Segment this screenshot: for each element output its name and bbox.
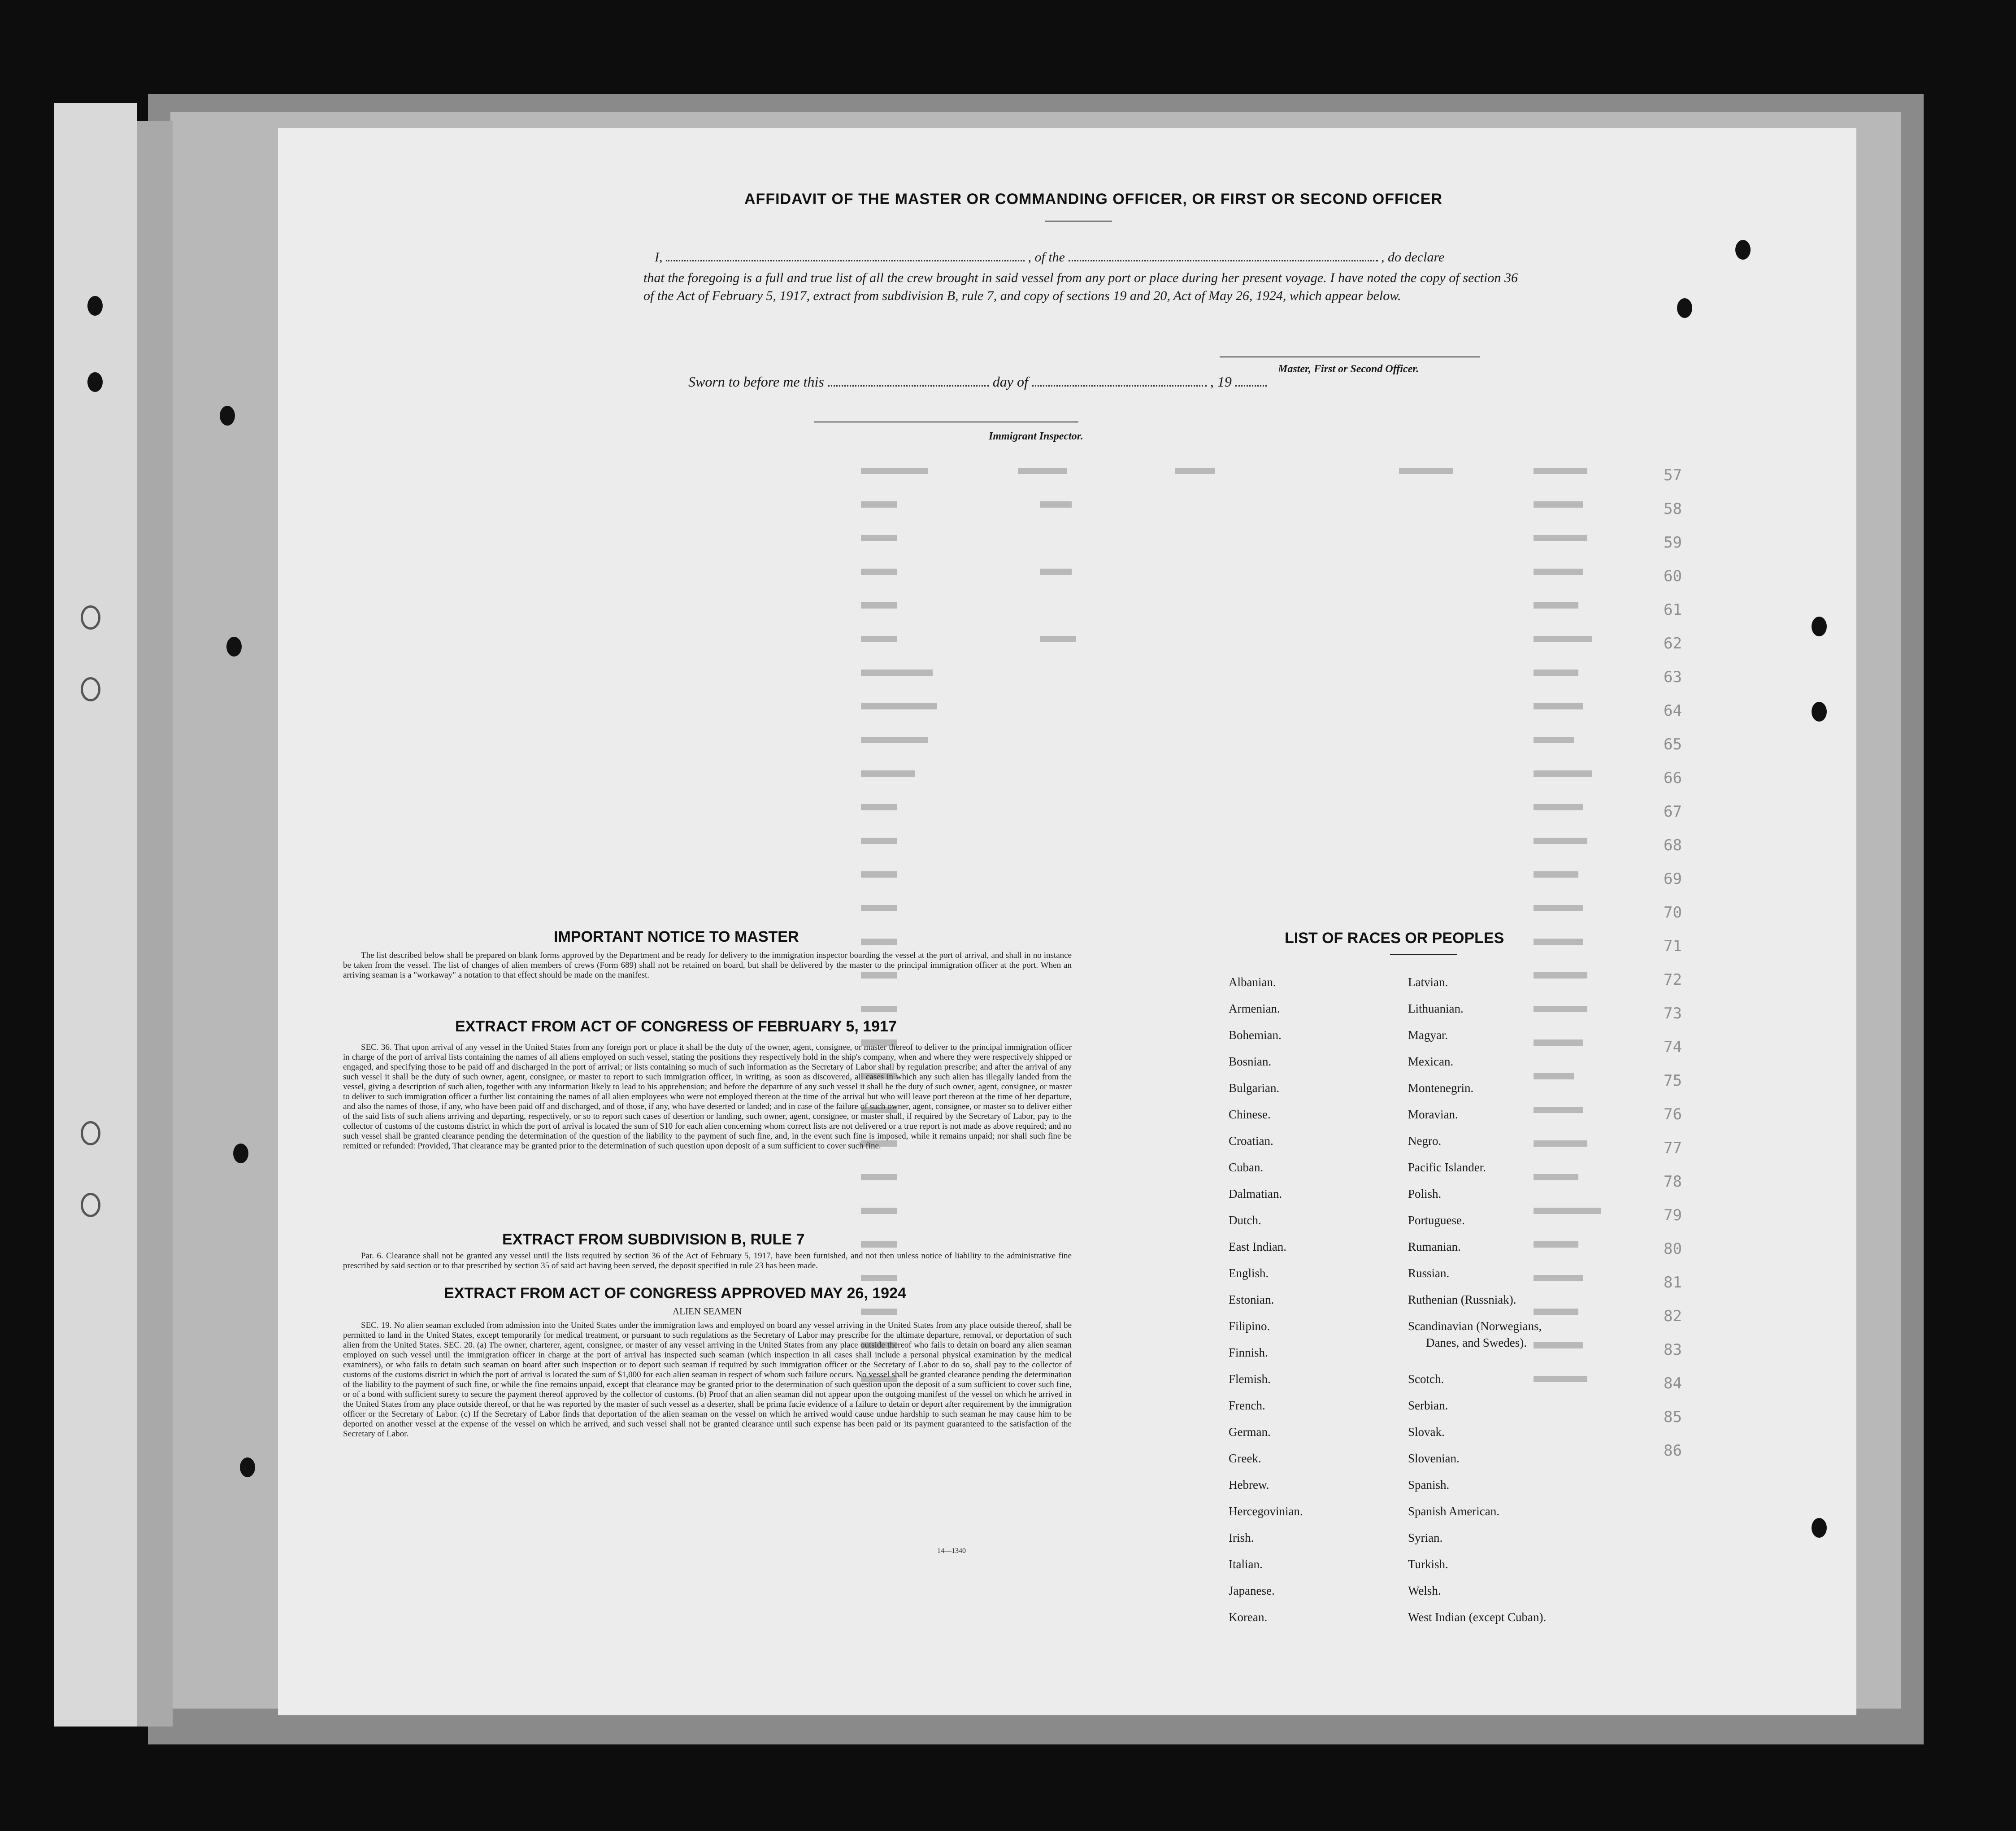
ghost-row-number: 75 xyxy=(1664,1072,1682,1090)
race-item: Bulgarian. xyxy=(1229,1081,1280,1095)
race-item: Estonian. xyxy=(1229,1293,1274,1306)
race-item: Spanish. xyxy=(1408,1478,1450,1492)
race-item: Cuban. xyxy=(1229,1161,1264,1174)
ghost-row-number: 67 xyxy=(1664,803,1682,821)
extract-1917-body: SEC. 36. That upon arrival of any vessel in the United States from any foreign port or place it shall be the duty of the owner, agent, consignee, or master thereof to deliver to the principal immigration officer in charge of the port of arrival lists containing the names of all aliens employed on such vessel, stating the positions they respectively hold in the ship's company, when and where they were respectively shipped or engaged, and specifying those to be paid off and discharged in the port of arrival; or lists containing so much of such information as the Secretary of Labor shall by regulation prescribe; and after the arrival of any such vessel it shall be the duty of such owner, agent, consignee, or master to report to such immigration officer, in writing, as soon as discovered, all cases in which any such alien has illegally landed from the vessel, giving a description of such alien, together with any information likely to lead to his apprehension; and before the departure of any such vessel it shall be the duty of such owner, agent, consignee, or master to deliver to such immigration officer a further list containing the names of all alien employees who were not employed thereon at the time of the arrival but who will leave port thereon at the time of her departure, and also the names of those, if any, who have been paid off and discharged, and of those, if any, who have deserted or landed; and in case of the failure of such owner, agent, consignee, or master so to deliver either of the said lists of such aliens arriving and departing, respectively, or so to report such cases of desertion or landing, such owner, agent, consignee, or master shall, if required by the Secretary of Labor, pay to the collector of customs of the customs district in which the port of arrival is located the sum of $10 for each alien concerning whom correct lists are not delivered or a true report is not made as above required; and no such vessel shall be granted clearance pending the determination of the question of the liability to the payment of such fine, and, in the event such fine is imposed, while it remains unpaid; nor shall such fine be remitted or refunded: Provided, That clearance may be granted prior to the determination of such question upon deposit of a sum sufficient to cover such fine. xyxy=(343,1043,1072,1151)
race-item: Hebrew. xyxy=(1229,1478,1269,1492)
race-item: Chinese. xyxy=(1229,1108,1271,1121)
binder-strip-shadow xyxy=(137,121,173,1727)
race-item: Bosnian. xyxy=(1229,1055,1272,1068)
race-item: Korean. xyxy=(1229,1610,1268,1624)
ghost-row-number: 69 xyxy=(1664,870,1682,888)
ghost-row-number: 57 xyxy=(1664,466,1682,484)
binder-hole xyxy=(81,1121,100,1145)
ghost-row-number: 58 xyxy=(1664,500,1682,518)
race-item: German. xyxy=(1229,1425,1271,1439)
binder-hole xyxy=(81,1193,100,1217)
ghost-row-number: 74 xyxy=(1664,1038,1682,1056)
ghost-row-number: 60 xyxy=(1664,567,1682,585)
race-item: Hercegovinian. xyxy=(1229,1505,1303,1518)
race-item: Montenegrin. xyxy=(1408,1081,1474,1095)
race-item: Pacific Islander. xyxy=(1408,1161,1486,1174)
race-item: Italian. xyxy=(1229,1557,1263,1571)
race-item: Finnish. xyxy=(1229,1346,1268,1359)
race-item: Welsh. xyxy=(1408,1584,1441,1597)
race-item: Serbian. xyxy=(1408,1399,1448,1412)
ghost-row-number: 64 xyxy=(1664,702,1682,720)
punch-hole xyxy=(87,372,103,392)
form-number: 14—1340 xyxy=(937,1547,966,1555)
race-item: Moravian. xyxy=(1408,1108,1458,1121)
extract-1924-body: SEC. 19. No alien seaman excluded from admission into the United States under the immigration laws and employed on board any vessel arriving in the United States from any place outside thereof, shall be permitted to land in the United States, except temporarily for medical treatment, or pursuant to such regulations as the Secretary of Labor may prescribe for the ultimate departure, removal, or deportation of such alien from the United States. SEC. 20. (a) The owner, charterer, agent, consignee, or master of any vessel arriving in the United States from any place outside thereof who fails to detain on board any alien seaman employed on such vessel until the immigration officer in charge at the port of arrival has inspected such seaman (which inspection in all cases shall include a personal physical examination by the medical examiners), or who fails to detain such seaman on board after such inspection or to deport such seaman if required by such immigration officer or the Secretary of Labor to do so, shall pay to the collector of customs of the customs district in which the port of arrival is located the sum of $1,000 for each alien seaman in respect of whom such failure occurs. No vessel shall be granted clearance pending the determination of the liability to the payment of such fine, or while the fine remains unpaid, except that clearance may be granted prior to the determination of such question upon the deposit of a sum sufficient to cover such fine, or of a bond with sufficient surety to secure the payment thereof approved by the collector of customs. (b) Proof that an alien seaman did not appear upon the outgoing manifest of the vessel on which he arrived in the United States from any place outside thereof, or that he was reported by the master of such vessel as a deserter, shall be prima facie evidence of a failure to detain or deport after requirement by the immigration officer or the Secretary of Labor. (c) If the Secretary of Labor finds that deportation of the alien seaman on the vessel on which he arrived would cause undue hardship to such seaman he may cause him to be deported on another vessel at the expense of the vessel on which he arrived, and such vessel shall not be granted clearance until such expense has been paid or its payment guaranteed to the satisfaction of the Secretary of Labor. xyxy=(343,1321,1072,1439)
officer-name-field xyxy=(666,260,1025,261)
race-item: Armenian. xyxy=(1229,1002,1280,1015)
ghost-row-number: 81 xyxy=(1664,1274,1682,1292)
punch-hole xyxy=(1812,617,1827,636)
race-item: Magyar. xyxy=(1408,1028,1448,1042)
extract-1924-title: EXTRACT FROM ACT OF CONGRESS APPROVED MAY 26, 1924 xyxy=(444,1285,906,1302)
race-item: English. xyxy=(1229,1266,1269,1280)
race-item: Spanish American. xyxy=(1408,1505,1499,1518)
race-item: Lithuanian. xyxy=(1408,1002,1464,1015)
punch-hole xyxy=(1812,1518,1827,1538)
sworn-line xyxy=(688,374,1267,390)
ghost-row-number: 71 xyxy=(1664,937,1682,955)
ghost-row-number: 85 xyxy=(1664,1408,1682,1426)
race-item: East Indian. xyxy=(1229,1240,1286,1253)
declaration-start: I, xyxy=(655,250,663,265)
race-item: Russian. xyxy=(1408,1266,1450,1280)
binder-hole xyxy=(81,677,100,701)
affidavit-title: AFFIDAVIT OF THE MASTER OR COMMANDING OFFICER, OR FIRST OR SECOND OFFICER xyxy=(744,191,1442,208)
race-item: Slovak. xyxy=(1408,1425,1445,1439)
declaration-mid: , of the xyxy=(1028,250,1065,265)
race-item: Portuguese. xyxy=(1408,1213,1465,1227)
ghost-row-number: 72 xyxy=(1664,971,1682,989)
races-underline xyxy=(1390,954,1457,955)
ghost-row-number: 79 xyxy=(1664,1206,1682,1224)
race-item: Dutch. xyxy=(1229,1213,1261,1227)
race-item: Slovenian. xyxy=(1408,1452,1460,1465)
race-item: Danes, and Swedes). xyxy=(1426,1336,1527,1349)
race-item: Turkish. xyxy=(1408,1557,1448,1571)
punch-hole xyxy=(240,1457,255,1477)
race-item: Dalmatian. xyxy=(1229,1187,1282,1200)
declaration-line xyxy=(655,250,1794,265)
race-item: Latvian. xyxy=(1408,975,1448,989)
race-item: French. xyxy=(1229,1399,1265,1412)
vessel-name-field xyxy=(1069,260,1378,261)
extract-1917-title: EXTRACT FROM ACT OF CONGRESS OF FEBRUARY 5, 1917 xyxy=(455,1018,897,1035)
race-item: Negro. xyxy=(1408,1134,1442,1148)
race-item: Rumanian. xyxy=(1408,1240,1461,1253)
ghost-row-number: 80 xyxy=(1664,1240,1682,1258)
ghost-row-number: 77 xyxy=(1664,1139,1682,1157)
manifest-page xyxy=(278,128,1856,1715)
race-item: Filipino. xyxy=(1229,1319,1270,1333)
sworn-text-3: , 19 xyxy=(1210,374,1232,390)
ghost-row-number: 86 xyxy=(1664,1442,1682,1460)
punch-hole xyxy=(226,637,242,657)
ghost-row-number: 68 xyxy=(1664,836,1682,854)
sworn-text-2: day of xyxy=(992,374,1028,390)
ghost-row-number: 62 xyxy=(1664,635,1682,652)
race-item: Irish. xyxy=(1229,1531,1254,1544)
sworn-day-field xyxy=(828,385,989,387)
sworn-year-field xyxy=(1235,385,1267,387)
punch-hole xyxy=(1812,702,1827,722)
declaration-body: that the foregoing is a full and true list of all the crew brought in said vessel from any port or place during her present voyage. I have noted the copy of section 36 of the Act of February 5, 1917, extract from subdivision B, rule 7, and copy of sections 19 and 20, Act of May 26, 1924, which appear below. xyxy=(643,270,1518,303)
race-item: Syrian. xyxy=(1408,1531,1443,1544)
title-underline xyxy=(1045,221,1112,222)
binder-hole xyxy=(81,605,100,630)
race-item: Japanese. xyxy=(1229,1584,1275,1597)
races-title: LIST OF RACES OR PEOPLES xyxy=(1285,930,1504,947)
race-item: Polish. xyxy=(1408,1187,1442,1200)
extract-rule7-title: EXTRACT FROM SUBDIVISION B, RULE 7 xyxy=(502,1231,805,1248)
race-item: Albanian. xyxy=(1229,975,1276,989)
punch-hole xyxy=(87,296,103,316)
notice-body: The list described below shall be prepared on blank forms approved by the Department and be ready for delivery to the immigration inspector boarding the vessel at the port of arrival, and shall in no instance be taken from the vessel. The list of changes of alien members of crews (Form 689) shall not be retained on board, but shall be delivered by the master to the principal immigration officer at the port. When an arriving seaman is a "workaway" a notation to that effect should be made on the manifest. xyxy=(343,951,1072,980)
race-item: Bohemian. xyxy=(1229,1028,1282,1042)
punch-hole xyxy=(233,1144,248,1163)
signature-label: Master, First or Second Officer. xyxy=(1278,363,1419,375)
ghost-row-number: 63 xyxy=(1664,668,1682,686)
race-item: West Indian (except Cuban). xyxy=(1408,1610,1547,1624)
inspector-label: Immigrant Inspector. xyxy=(989,431,1083,442)
punch-hole xyxy=(220,406,235,426)
ghost-row-number: 65 xyxy=(1664,735,1682,753)
ghost-row-number: 84 xyxy=(1664,1374,1682,1392)
race-item: Greek. xyxy=(1229,1452,1261,1465)
ghost-row-number: 76 xyxy=(1664,1105,1682,1123)
race-item: Scandinavian (Norwegians, xyxy=(1408,1319,1542,1333)
ghost-row-number: 83 xyxy=(1664,1341,1682,1359)
ghost-row-number: 78 xyxy=(1664,1173,1682,1191)
notice-title: IMPORTANT NOTICE TO MASTER xyxy=(554,928,799,945)
declaration-end: , do declare xyxy=(1381,250,1445,265)
race-item: Croatian. xyxy=(1229,1134,1273,1148)
ghost-row-number: 70 xyxy=(1664,904,1682,922)
sworn-month-field xyxy=(1032,385,1207,387)
ghost-row-number: 61 xyxy=(1664,601,1682,619)
race-item: Ruthenian (Russniak). xyxy=(1408,1293,1516,1306)
alien-seamen-subtitle: ALIEN SEAMEN xyxy=(673,1306,742,1317)
sworn-text-1: Sworn to before me this xyxy=(688,374,824,390)
race-item: Scotch. xyxy=(1408,1372,1444,1386)
extract-rule7-body: Par. 6. Clearance shall not be granted any vessel until the lists required by section 36 of the Act of February 5, 1917, have been furnished, and not then unless notice of liability to the administrative fine prescribed by said section or to that prescribed by section 35 of said act having been served, the deposit specified in rule 23 has been made. xyxy=(343,1251,1072,1270)
race-item: Flemish. xyxy=(1229,1372,1271,1386)
punch-hole xyxy=(1677,298,1692,318)
race-item: Mexican. xyxy=(1408,1055,1454,1068)
binder-strip xyxy=(54,103,137,1727)
ghost-row-number: 59 xyxy=(1664,534,1682,552)
ghost-row-number: 66 xyxy=(1664,769,1682,787)
ghost-row-number: 73 xyxy=(1664,1005,1682,1022)
ghost-row-number: 82 xyxy=(1664,1307,1682,1325)
